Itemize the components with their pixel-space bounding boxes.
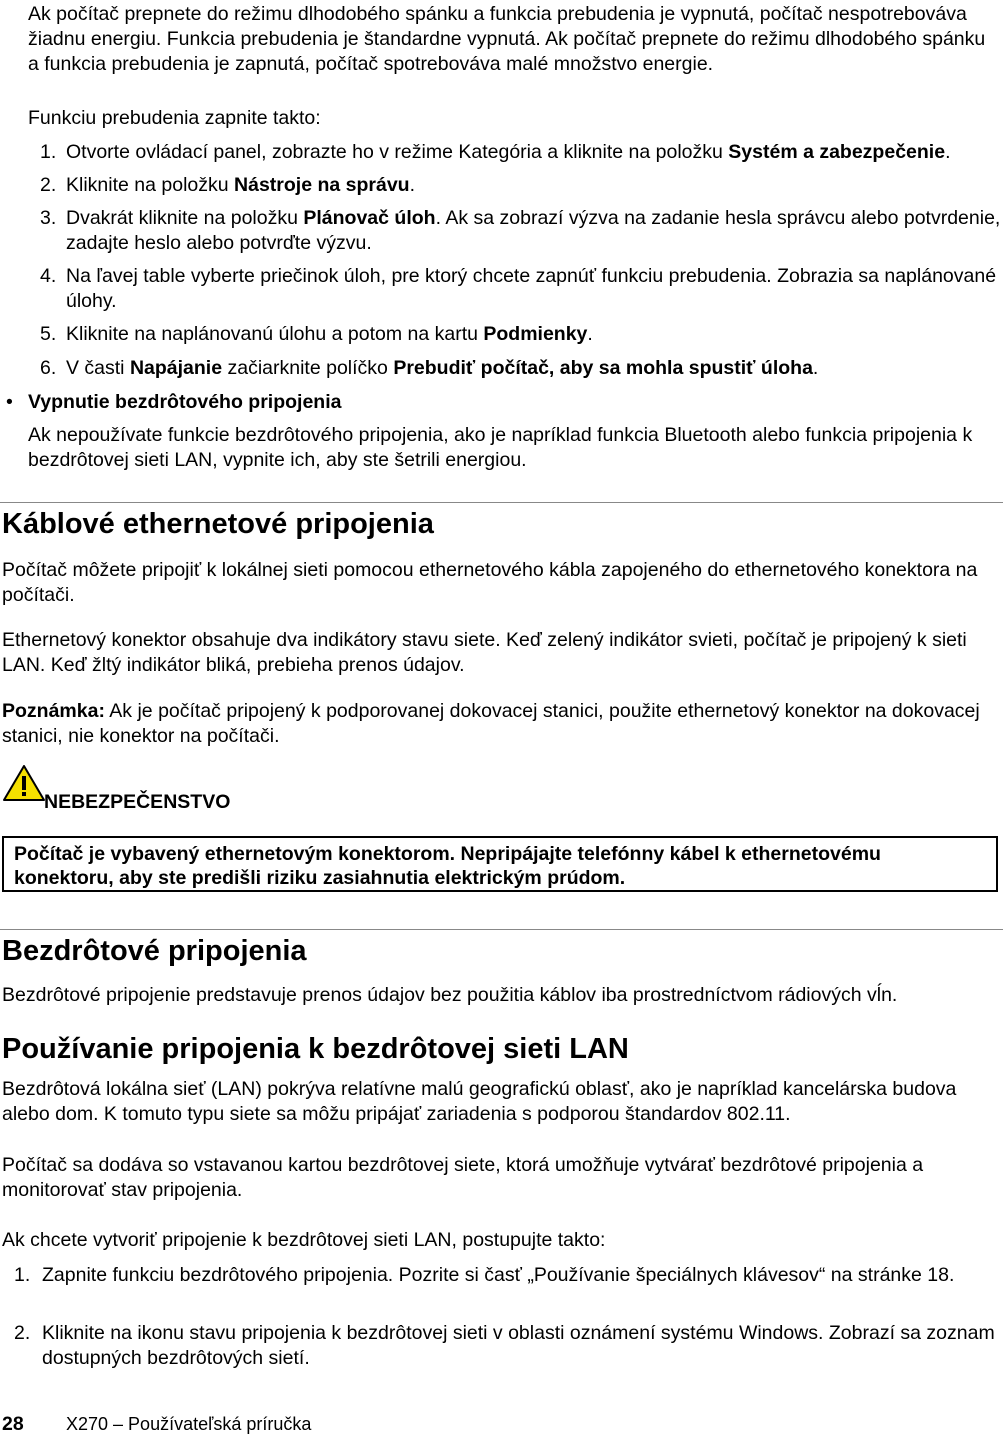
- intro-paragraph: Ak počítač prepnete do režimu dlhodobého spánku a funkcia prebudenia je vypnutá, počítač nespotrebováva žiadnu energiu. Funkcia prebudenia je štandardne vypnutá. Ak počítač prepnete do režimu dlhodobého spánku a funkcia prebudenia je zapnutá, počítač spotrebováva malé množstvo energie.: [28, 3, 986, 75]
- wireless-lan-paragraph-2: Počítač sa dodáva so vstavanou kartou bezdrôtovej siete, ktorá umožňuje vytvárať bezdrôtové pripojenia a monitorovať stav pripojenia.: [2, 1154, 924, 1201]
- ethernet-heading: Káblové ethernetové pripojenia: [2, 508, 434, 540]
- step-number: 6.: [40, 357, 57, 379]
- lan-step-1: Zapnite funkciu bezdrôtového pripojenia. Pozrite si časť „Používanie špeciálnych klávesov“ na stránke 18.: [42, 1264, 955, 1286]
- wake-step-3: Dvakrát kliknite na položku Plánovač úloh. Ak sa zobrazí výzva na zadanie hesla správcu alebo potvrdenie, zadajte heslo alebo potvrďte výzvu.: [66, 207, 1001, 254]
- wake-step-1: Otvorte ovládací panel, zobrazte ho v režime Kategória a kliknite na položku Systém a zabezpečenie.: [66, 141, 951, 163]
- section-divider: [0, 502, 1003, 503]
- document-title: X270 – Používateľská príručka: [66, 1414, 312, 1434]
- wireless-paragraph: Bezdrôtové pripojenie predstavuje prenos údajov bez použitia káblov iba prostredníctvom rádiových vĺn.: [2, 984, 898, 1006]
- danger-notice-box: [2, 836, 998, 892]
- wake-step-5: Kliknite na naplánovanú úlohu a potom na kartu Podmienky.: [66, 323, 593, 345]
- step-number: 2.: [14, 1322, 31, 1344]
- step-number: 2.: [40, 174, 57, 196]
- wireless-heading: Bezdrôtové pripojenia: [2, 935, 307, 967]
- wake-step-6: V časti Napájanie začiarknite políčko Prebudiť počítač, aby sa mohla spustiť úloha.: [66, 357, 819, 379]
- lan-step-2: Kliknite na ikonu stavu pripojenia k bezdrôtovej sieti v oblasti oznámení systému Windows. Zobrazí sa zoznam dostupných bezdrôtových sietí.: [42, 1322, 995, 1369]
- wireless-off-title: Vypnutie bezdrôtového pripojenia: [28, 391, 342, 413]
- step-number: 1.: [14, 1264, 31, 1286]
- wireless-lan-paragraph-1: Bezdrôtová lokálna sieť (LAN) pokrýva relatívne malú geografickú oblasť, ako je napríklad kancelárska budova alebo dom. K tomuto typu siete sa môžu pripájať zariadenia s podporou štandardov 802.11.: [2, 1078, 957, 1125]
- wake-step-2: Kliknite na položku Nástroje na správu.: [66, 174, 416, 196]
- step-number: 4.: [40, 265, 57, 287]
- bullet-icon: •: [6, 391, 13, 413]
- wireless-lan-paragraph-3: Ak chcete vytvoriť pripojenie k bezdrôtovej sieti LAN, postupujte takto:: [2, 1229, 606, 1251]
- section-divider: [0, 929, 1003, 930]
- wireless-lan-heading: Používanie pripojenia k bezdrôtovej sieti LAN: [2, 1033, 629, 1065]
- warning-triangle-icon: [2, 763, 46, 803]
- danger-label: NEBEZPEČENSTVO: [44, 791, 231, 813]
- step-number: 5.: [40, 323, 57, 345]
- danger-text: Počítač je vybavený ethernetovým konektorom. Nepripájajte telefónny kábel k ethernetovému konektoru, aby ste predišli riziku zasiahnutia elektrickým prúdom.: [14, 843, 881, 889]
- wake-instructions-lead: Funkciu prebudenia zapnite takto:: [28, 107, 321, 129]
- ethernet-paragraph-1: Počítač môžete pripojiť k lokálnej sieti pomocou ethernetového kábla zapojeného do ethernetového konektora na počítači.: [2, 559, 978, 606]
- step-number: 3.: [40, 207, 57, 229]
- ethernet-paragraph-2: Ethernetový konektor obsahuje dva indikátory stavu siete. Keď zelený indikátor svieti, počítač je pripojený k sieti LAN. Keď žltý indikátor bliká, prebieha prenos údajov.: [2, 629, 967, 676]
- wake-step-4: Na ľavej table vyberte priečinok úloh, pre ktorý chcete zapnúť funkciu prebudenia. Zobrazia sa naplánované úlohy.: [66, 265, 997, 312]
- step-number: 1.: [40, 141, 57, 163]
- ethernet-note: Poznámka: Ak je počítač pripojený k podporovanej dokovacej stanici, použite ethernetový konektor na dokovacej stanici, nie konektor na počítači.: [2, 700, 980, 747]
- wireless-off-text: Ak nepoužívate funkcie bezdrôtového pripojenia, ako je napríklad funkcia Bluetooth alebo funkcia pripojenia k bezdrôtovej sieti LAN, vypnite ich, aby ste šetrili energiou.: [28, 424, 973, 471]
- page-number: 28: [2, 1413, 24, 1435]
